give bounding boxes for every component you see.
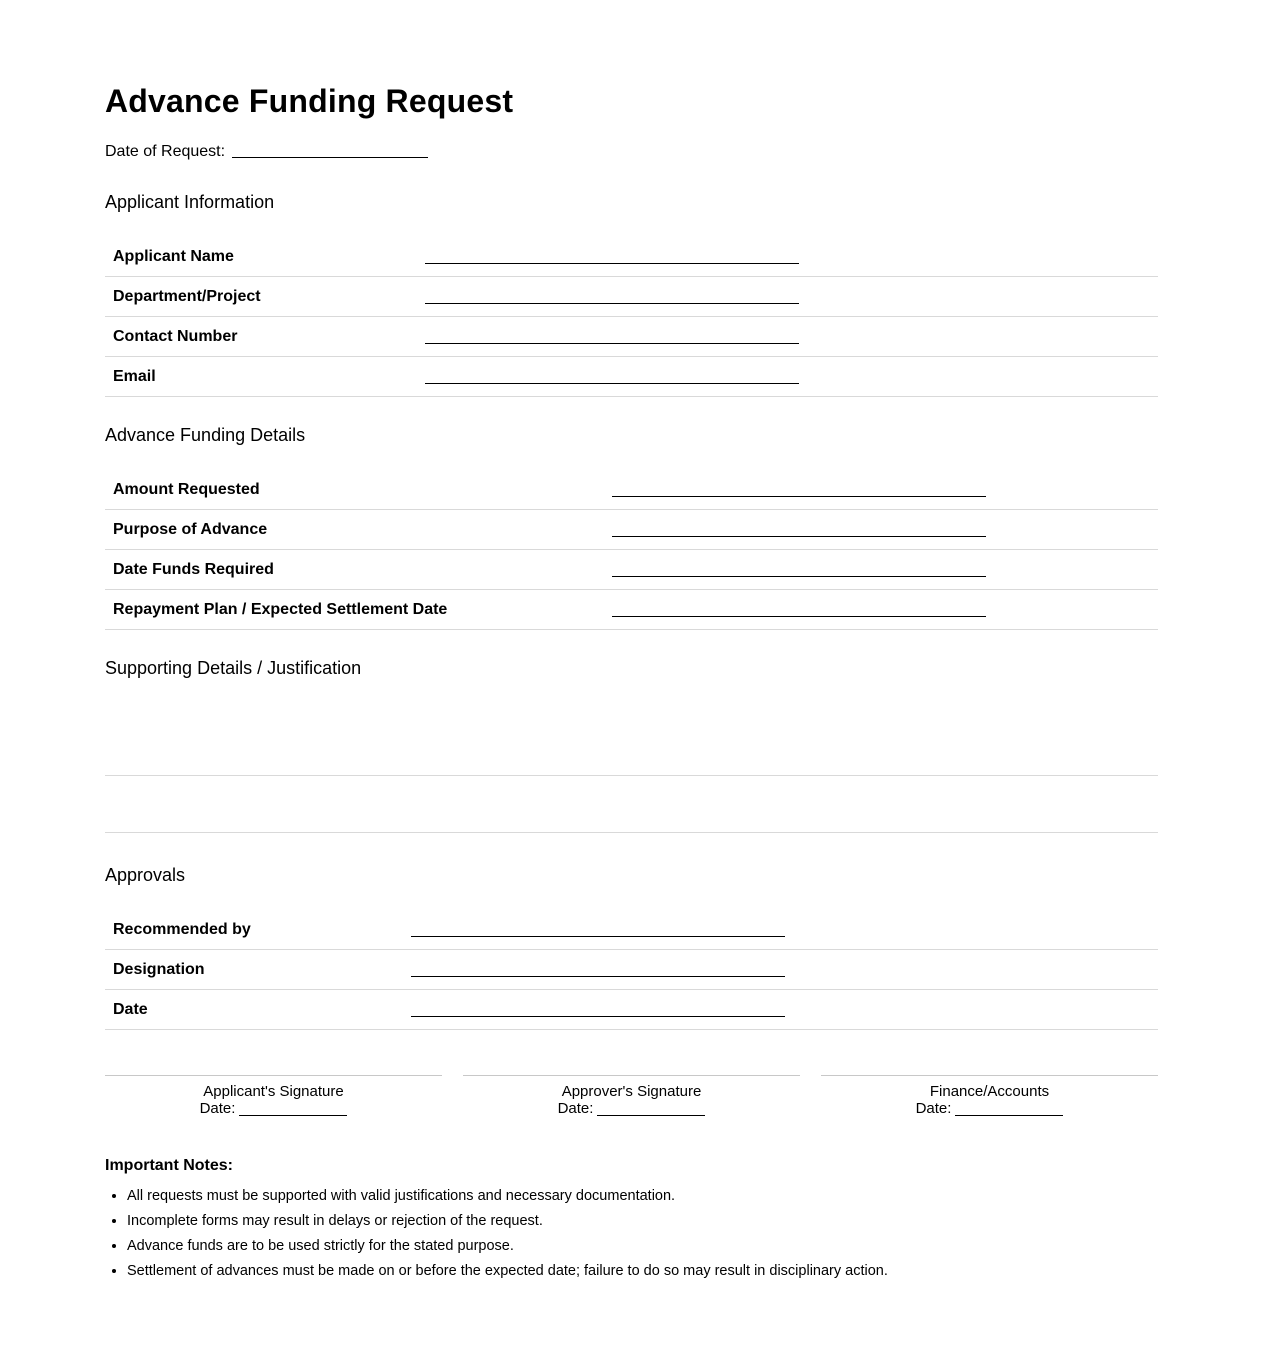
approver-signature-line[interactable]: [463, 1075, 800, 1083]
approval-date-field[interactable]: [411, 1016, 785, 1017]
justification-field[interactable]: [105, 700, 1158, 833]
applicant-name-field[interactable]: [425, 263, 799, 264]
date-of-request-label: Date of Request:: [105, 143, 226, 160]
approver-signature-date: [463, 1100, 800, 1117]
finance-signature-date-field[interactable]: [955, 1101, 1063, 1116]
department-label: Department/Project: [113, 288, 261, 305]
note-item: • Advance funds are to be used strictly for the stated purpose.: [127, 1234, 888, 1259]
repayment-plan-label: Repayment Plan / Expected Settlement Date: [113, 601, 448, 618]
department-row: [105, 277, 1158, 317]
finance-signature-date-label: Date:: [915, 1100, 952, 1117]
applicant-signature-date-field[interactable]: [239, 1101, 347, 1116]
date-funds-required-label: Date Funds Required: [113, 561, 274, 578]
amount-requested-label: Amount Requested: [113, 481, 260, 498]
finance-signature-title: Finance/Accounts: [929, 1083, 1050, 1100]
applicant-signature-line[interactable]: [105, 1075, 442, 1083]
finance-signature-block: [821, 1075, 1158, 1117]
applicant-name-label: Applicant Name: [113, 248, 234, 265]
approvals-section-heading: Approvals: [105, 865, 186, 885]
applicant-signature-block: [105, 1075, 442, 1117]
purpose-field[interactable]: [612, 536, 986, 537]
notes-heading: Important Notes:: [105, 1157, 233, 1174]
contact-number-field[interactable]: [425, 343, 799, 344]
applicant-name-row: [105, 237, 1158, 277]
approver-signature-title: Approver's Signature: [561, 1083, 702, 1100]
purpose-row: [105, 510, 1158, 550]
approvals-table: [105, 910, 1158, 1030]
purpose-label: Purpose of Advance: [113, 521, 268, 538]
email-row: [105, 357, 1158, 397]
amount-requested-row: [105, 470, 1158, 510]
contact-number-label: Contact Number: [113, 328, 238, 345]
contact-number-row: [105, 317, 1158, 357]
designation-field[interactable]: [411, 976, 785, 977]
recommended-by-label: Recommended by: [113, 921, 251, 938]
justification-section-heading: Supporting Details / Justification: [105, 658, 362, 678]
funding-section-heading: Advance Funding Details: [105, 425, 306, 445]
email-field[interactable]: [425, 383, 799, 384]
designation-label: Designation: [113, 961, 205, 978]
approver-signature-date-label: Date:: [557, 1100, 594, 1117]
page-title: Advance Funding Request: [105, 83, 514, 119]
divider: [105, 775, 1158, 776]
repayment-plan-field[interactable]: [612, 616, 986, 617]
date-of-request: [105, 141, 428, 162]
designation-row: [105, 950, 1158, 990]
approval-date-row: [105, 990, 1158, 1030]
divider: [105, 832, 1158, 833]
notes-list: [105, 1184, 888, 1284]
finance-signature-line[interactable]: [821, 1075, 1158, 1083]
department-field[interactable]: [425, 303, 799, 304]
finance-signature-date: [821, 1100, 1158, 1117]
applicant-signature-date: [105, 1100, 442, 1117]
note-item: • All requests must be supported with valid justifications and necessary documentation.: [127, 1184, 888, 1209]
amount-requested-field[interactable]: [612, 496, 986, 497]
approver-signature-date-field[interactable]: [597, 1101, 705, 1116]
date-funds-required-field[interactable]: [612, 576, 986, 577]
approval-date-label: Date: [113, 1001, 148, 1018]
approver-signature-block: [463, 1075, 800, 1117]
note-item: • Incomplete forms may result in delays or rejection of the request.: [127, 1209, 888, 1234]
note-item: • Settlement of advances must be made on or before the expected date; failure to do so may result in disciplinary action.: [127, 1259, 888, 1284]
applicant-signature-date-label: Date:: [199, 1100, 236, 1117]
applicant-table: [105, 237, 1158, 397]
recommended-by-row: [105, 910, 1158, 950]
recommended-by-field[interactable]: [411, 936, 785, 937]
repayment-plan-row: [105, 590, 1158, 630]
funding-table: [105, 470, 1158, 630]
date-funds-required-row: [105, 550, 1158, 590]
applicant-signature-title: Applicant's Signature: [203, 1083, 344, 1100]
email-label: Email: [113, 368, 156, 385]
date-of-request-field[interactable]: [232, 141, 428, 158]
applicant-section-heading: Applicant Information: [105, 192, 275, 212]
